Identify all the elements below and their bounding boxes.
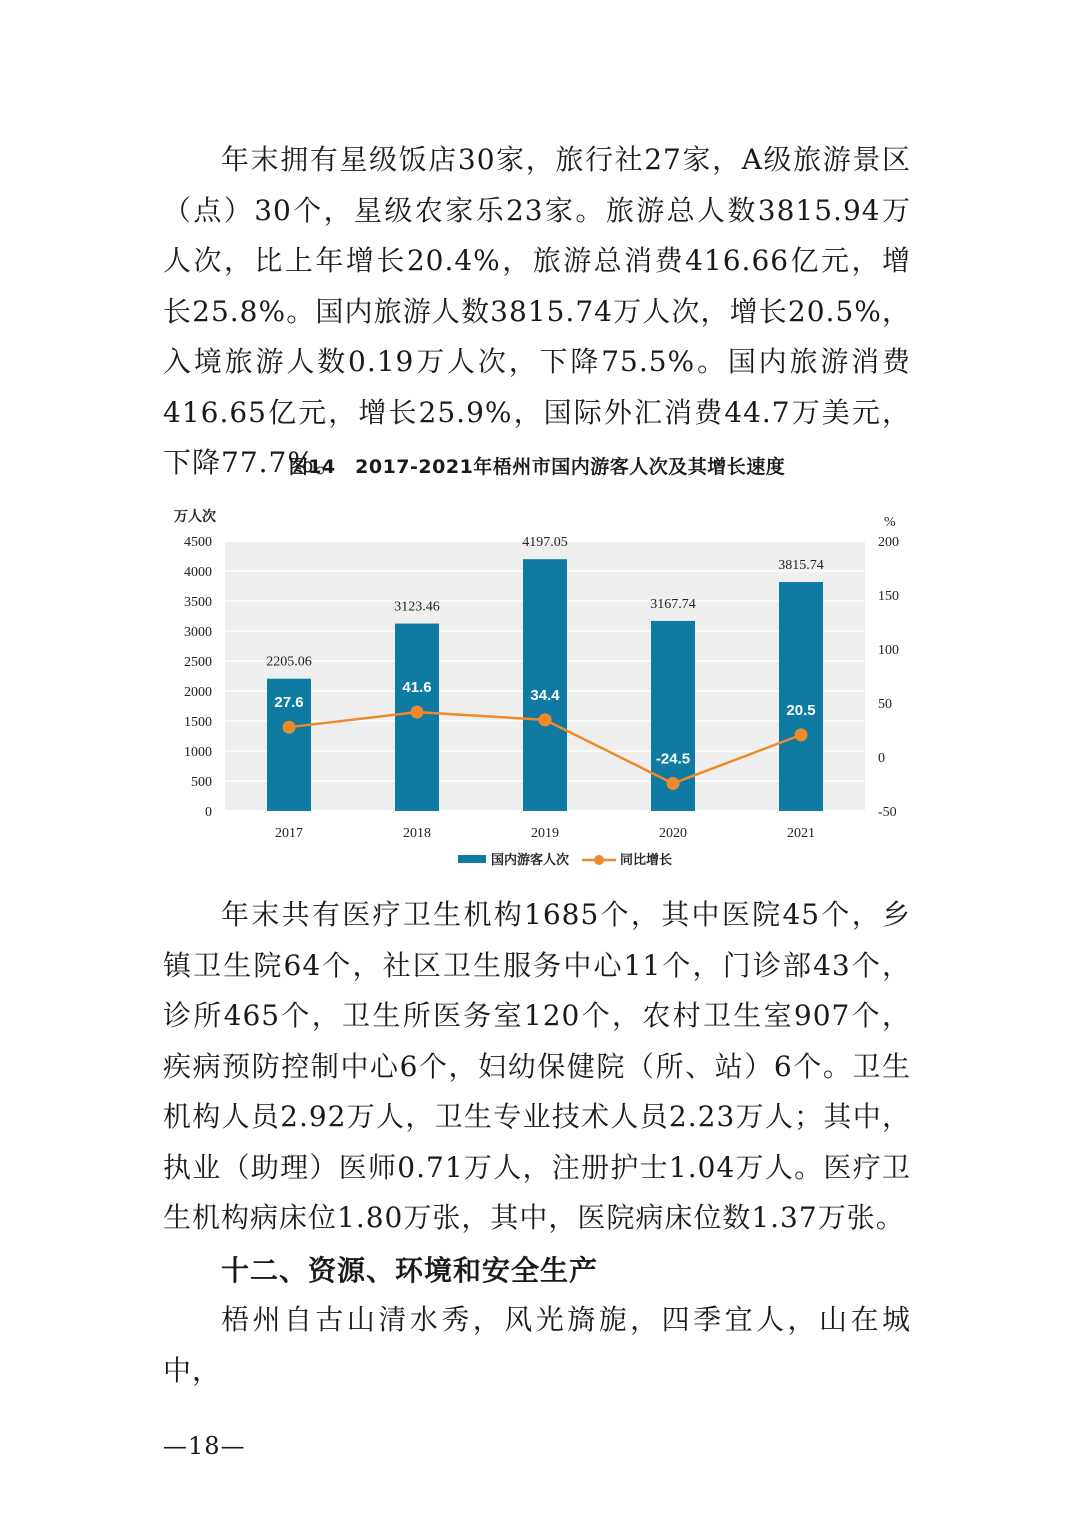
chart-title: 图14 2017-2021年梧州市国内游客人次及其增长速度: [288, 456, 786, 478]
x-tick-label: 2020: [659, 826, 687, 841]
health-paragraph: 年末共有医疗卫生机构1685个，其中医院45个，乡镇卫生院64个，社区卫生服务中心11个，门诊部43个，诊所465个，卫生所医务室120个，农村卫生室907个，疾病预防控制中心6个，妇幼保健院（所、站）6个。卫生机构人员2.92万人，卫生专业技术人员2.23万人；其中，执业（助理）医师0.71万人，注册护士1.04万人。医疗卫生机构病床位1.80万张，其中，医院病床位数1.37万张。: [163, 898, 911, 1234]
page-number: —18—: [163, 1432, 246, 1460]
growth-point: [667, 777, 680, 790]
growth-data-label: 41.6: [402, 679, 432, 697]
tourism-chart: [160, 500, 920, 880]
section-heading: 十二、资源、环境和安全生产: [221, 1254, 599, 1287]
environment-paragraph: 梧州自古山清水秀，风光旖旎，四季宜人，山在城中，: [163, 1303, 911, 1387]
bar: [779, 582, 823, 811]
x-tick-label: 2017: [275, 826, 303, 841]
y-left-tick-label: 3500: [184, 595, 212, 610]
bar-data-label: 2205.06: [266, 654, 312, 670]
y-left-tick-label: 2000: [184, 685, 212, 700]
y-right-axis-label: %: [884, 515, 896, 530]
y-left-tick-label: 2500: [184, 655, 212, 670]
bar: [523, 559, 567, 811]
y-right-tick-label: 200: [878, 535, 899, 550]
growth-point: [283, 721, 296, 734]
x-tick-label: 2019: [531, 826, 559, 841]
y-left-tick-label: 4500: [184, 535, 212, 550]
tourism-paragraph: 年末拥有星级饭店30家，旅行社27家，A级旅游景区（点）30个，星级农家乐23家。旅游总人数3815.94万人次，比上年增长20.4%，旅游总消费416.66亿元，增长25.8%。国内旅游人数3815.74万人次，增长20.5%，入境旅游人数0.19万人次，下降75.5%。国内旅游消费416.65亿元，增长25.9%，国际外汇消费44.7万美元，下降77.7%。: [163, 143, 911, 479]
y-left-axis-label: 万人次: [174, 510, 216, 525]
x-tick-label: 2021: [787, 826, 815, 841]
y-right-tick-label: 50: [878, 697, 892, 712]
legend-bar-swatch: [458, 855, 486, 863]
bar-data-label: 3815.74: [778, 558, 824, 574]
growth-data-label: 20.5: [786, 701, 816, 719]
x-tick-label: 2018: [403, 826, 431, 841]
bar-data-label: 4197.05: [522, 535, 568, 551]
bar-data-label: 3123.46: [394, 599, 440, 615]
growth-data-label: -24.5: [655, 750, 691, 768]
growth-data-label: 27.6: [274, 694, 304, 712]
y-left-tick-label: 3000: [184, 625, 212, 640]
legend-line-label: 同比增长: [620, 853, 673, 868]
y-right-tick-label: 100: [878, 643, 899, 658]
growth-point: [411, 706, 424, 719]
y-right-tick-label: -50: [878, 805, 897, 820]
y-left-tick-label: 1500: [184, 715, 212, 730]
y-left-tick-label: 0: [205, 805, 212, 820]
y-left-tick-label: 1000: [184, 745, 212, 760]
growth-point: [795, 728, 808, 741]
growth-point: [539, 713, 552, 726]
y-left-tick-label: 500: [191, 775, 212, 790]
legend: [458, 852, 672, 868]
y-right-tick-label: 150: [878, 589, 899, 604]
legend-line-marker: [594, 855, 604, 865]
y-left-tick-label: 4000: [184, 565, 212, 580]
growth-data-label: 34.4: [530, 686, 560, 704]
legend-bar-label: 国内游客人次: [491, 853, 570, 868]
y-right-tick-label: 0: [878, 751, 885, 766]
bar-data-label: 3167.74: [650, 596, 696, 612]
